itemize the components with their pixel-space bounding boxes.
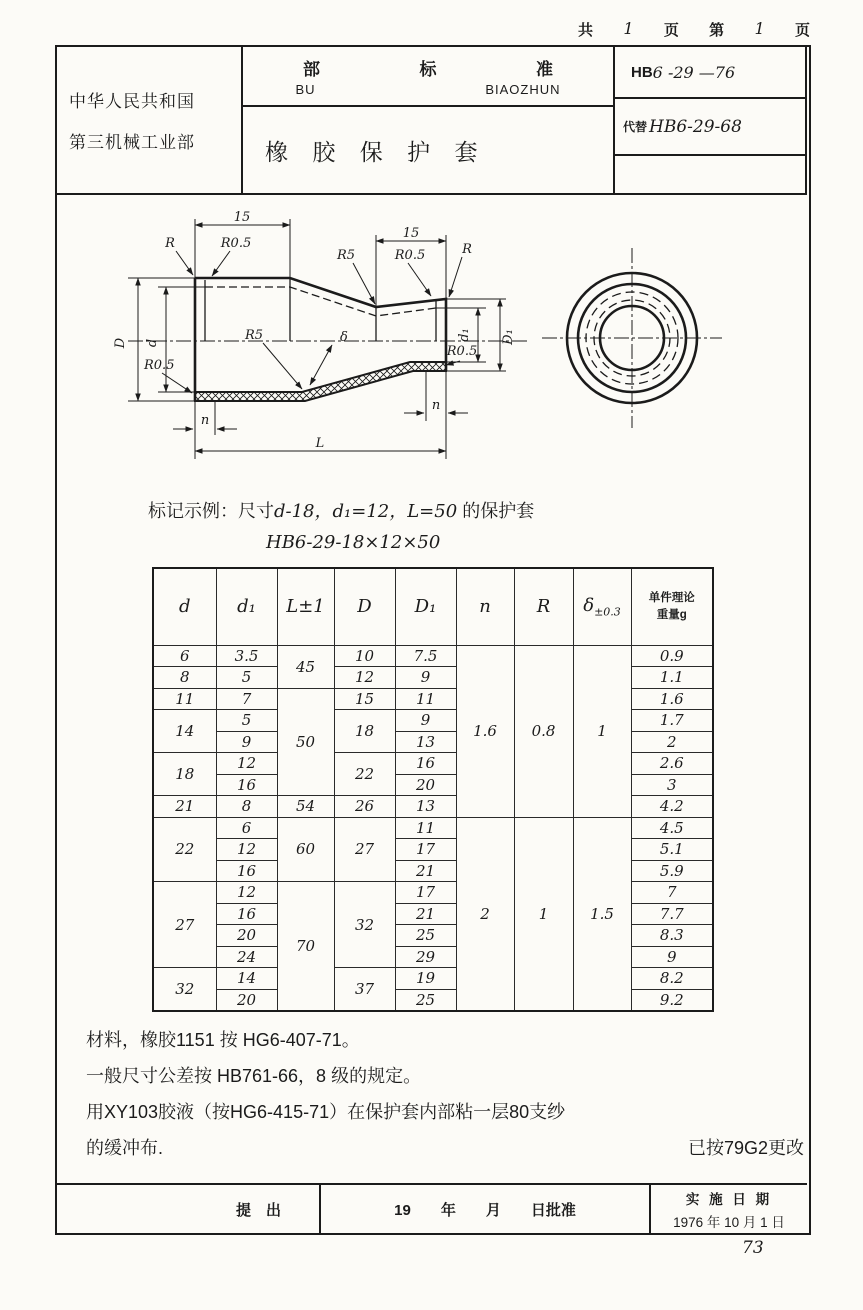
col-header-R: R [514,568,573,645]
approval-block [55,1183,807,1233]
table-cell: 21 [153,796,216,818]
table-cell: 15 [334,688,395,710]
dim-label-D: D [113,337,128,349]
table-cell: 12 [216,839,277,861]
table-cell: 13 [395,731,456,753]
table-cell: 50 [277,688,334,796]
table-cell: 7 [216,688,277,710]
table-cell: 8 [216,796,277,818]
table-cell: 12 [334,667,395,689]
table-cell: 22 [334,753,395,796]
table-cell: 1.6 [456,645,514,817]
submit-cell: 提 出 [55,1185,321,1233]
table-cell: 3.5 [216,645,277,667]
table-cell: 14 [153,710,216,753]
revision-note: 已按79G2更改 [687,1138,804,1158]
table-cell: 25 [395,925,456,947]
org-line1: 中华人民共和国 [69,92,195,111]
table-cell: 8.3 [631,925,713,947]
table-cell: 1.5 [573,817,631,1011]
example-suffix: 的保护套 [462,501,535,521]
table-cell: 32 [153,968,216,1011]
table-cell: 16 [395,753,456,775]
empty-cell [615,156,805,193]
table-cell: 54 [277,796,334,818]
note-material: 材料，橡胶1151 按 HG6-407-71。 [86,1030,360,1050]
standard-type [243,47,613,107]
standard-title-cell [243,47,615,193]
table-cell: 12 [216,753,277,775]
table-cell: 27 [153,882,216,968]
notes-section [86,1022,804,1166]
dim-label-L: L [315,436,325,451]
radius-label-R5-bottom: R5 [244,328,264,343]
table-cell: 4.2 [631,796,713,818]
std-char: 部 [303,60,320,79]
col-header-L: L±1 [277,568,334,645]
page-number: 73 [742,1238,764,1258]
issuing-org [57,47,243,193]
page-note-label: 第 [709,22,725,39]
table-cell: 9 [395,710,456,732]
implementation-label: 实 施 日 期 [685,1191,773,1207]
table-cell: 29 [395,946,456,968]
dim-label-d1: d₁ [457,328,472,342]
code-prefix: HB [631,63,653,81]
page-note-label: 页 [663,22,679,39]
table-cell: 19 [395,968,456,990]
example-line1 [148,497,534,523]
table-cell: 5.1 [631,839,713,861]
table-cell: 21 [395,903,456,925]
table-cell: 8 [153,667,216,689]
standard-code [615,47,805,99]
radius-label-R0.5-bottomleft: R0.5 [144,358,175,373]
example-prefix: 标记示例：尺寸 [148,501,274,521]
radius-label-R-right: R [462,242,472,257]
page-note-label: 共 [578,22,594,39]
table-row [153,645,713,667]
col-header-D: D [334,568,395,645]
approval-date-cell: 19 年 月 日批准 [321,1185,651,1233]
table-cell: 6 [216,817,277,839]
col-header-D1: D₁ [395,568,456,645]
drawing-labels [113,210,516,451]
table-cell: 25 [395,989,456,1011]
std-pinyin: BU [295,82,316,97]
standard-number-cell [615,47,805,193]
org-line2: 第三机械工业部 [69,133,195,152]
technical-drawing [58,203,818,498]
table-cell: 18 [334,710,395,753]
implementation-cell [651,1185,807,1233]
table-cell: 45 [277,645,334,688]
note-tolerance: 一般尺寸公差按 HB761-66，8 级的规定。 [86,1066,422,1086]
col-header-weight: 单件理论 重量g [631,568,713,645]
std-char: 标 [419,60,437,79]
table-cell: 11 [395,688,456,710]
table-cell: 21 [395,860,456,882]
table-cell: 16 [216,860,277,882]
table-cell: 9 [395,667,456,689]
table-header-row [153,568,713,645]
table-cell: 1.1 [631,667,713,689]
table-cell: 7 [631,882,713,904]
replaces-number: HB6-29-68 [649,116,742,137]
table-cell: 60 [277,817,334,882]
example-dims: d-18，d₁=12，L=50 [274,501,458,522]
note-buffer-cloth-row [86,1130,804,1166]
replaces-code [615,99,805,156]
table-cell: 8.2 [631,968,713,990]
table-cell: 5 [216,710,277,732]
std-pinyin: BIAOZHUN [485,82,561,97]
radius-label-R5-top: R5 [336,248,356,263]
table-cell: 16 [216,774,277,796]
dim-label-delta: δ [340,330,348,345]
table-cell: 10 [334,645,395,667]
table-cell: 26 [334,796,395,818]
table-cell: 32 [334,882,395,968]
table-cell: 3 [631,774,713,796]
code-number: 6 -29 —76 [652,62,736,82]
table-cell: 5.9 [631,860,713,882]
table-cell: 1.6 [631,688,713,710]
table-cell: 0.8 [514,645,573,817]
table-cell: 7.5 [395,645,456,667]
replaces-label: 代替 [623,120,648,134]
table-cell: 2 [631,731,713,753]
col-header-n: n [456,568,514,645]
table-cell: 17 [395,839,456,861]
radius-label-R0.5-topleft: R0.5 [220,236,252,251]
table-cell: 5 [216,667,277,689]
note-buffer-cloth: 的缓冲布. [86,1138,164,1158]
col-header-d1: d₁ [216,568,277,645]
col-header-d: d [153,568,216,645]
table-cell: 1.7 [631,710,713,732]
dimension-table [152,567,714,1012]
table-cell: 2 [456,817,514,1011]
table-cell: 18 [153,753,216,796]
table-cell: 2.6 [631,753,713,775]
dim-label-15-left: 15 [233,210,251,225]
table-cell: 9.2 [631,989,713,1011]
marking-example [148,497,534,553]
table-cell: 16 [216,903,277,925]
table-cell: 37 [334,968,395,1011]
table-cell: 14 [216,968,277,990]
table-cell: 13 [395,796,456,818]
table-cell: 20 [216,989,277,1011]
table-cell: 24 [216,946,277,968]
end-view [542,248,722,428]
radius-label-R0.5-bottomright: R0.5 [446,344,478,359]
table-cell: 17 [395,882,456,904]
dim-label-d: d [145,338,160,348]
table-cell: 20 [395,774,456,796]
dim-label-15-right: 15 [402,226,420,241]
table-row [153,817,713,839]
table-cell: 4.5 [631,817,713,839]
radius-label-R-left: R [165,236,175,251]
implementation-date: 1976 年 10 月 1 日 [673,1214,785,1230]
page-number-top: 1 [754,19,765,38]
title-block [55,45,807,195]
radius-label-R0.5-topright: R0.5 [394,248,426,263]
table-cell: 0.9 [631,645,713,667]
std-char: 准 [536,60,553,79]
example-designation: HB6-29-18×12×50 [266,532,441,553]
document-title: 橡 胶 保 护 套 [265,138,487,165]
dim-label-D1: D₁ [501,329,516,345]
table-cell: 11 [395,817,456,839]
page-note-label: 页 [794,22,810,39]
table-cell: 20 [216,925,277,947]
table-cell: 27 [334,817,395,882]
table-cell: 11 [153,688,216,710]
note-adhesive: 用XY103胶液（按HG6-415-71）在保护套内部粘一层80支纱 [86,1102,566,1122]
total-pages: 1 [623,19,634,38]
table-cell: 12 [216,882,277,904]
dim-label-n-left: n [200,413,210,428]
table-cell: 9 [631,946,713,968]
table-cell: 1 [514,817,573,1011]
col-header-delta: $\delta_{\pm 0.3}$ [573,568,631,645]
dim-label-n-right: n [431,398,441,413]
table-cell: 1 [573,645,631,817]
table-cell: 22 [153,817,216,882]
table-cell: 70 [277,882,334,1011]
table-cell: 7.7 [631,903,713,925]
table-cell: 6 [153,645,216,667]
page-count-note [578,19,810,40]
table-cell: 9 [216,731,277,753]
